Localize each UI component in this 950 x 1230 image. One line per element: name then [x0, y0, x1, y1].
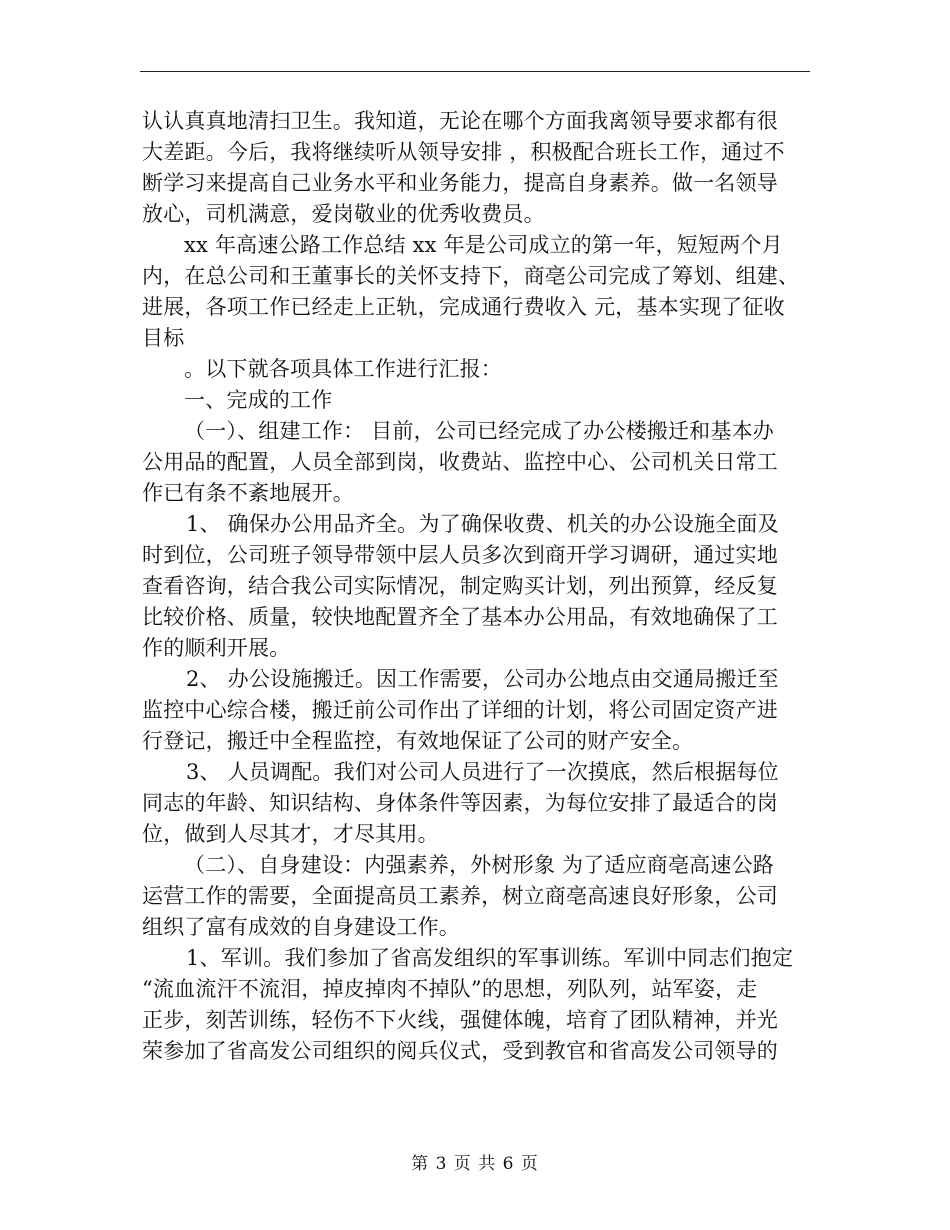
text-line: 认认真真地清扫卫生。我知道，无论在哪个方面我离领导要求都有很 — [142, 109, 778, 133]
text-line: xx 年高速公路工作总结 xx 年是公司成立的第一年，短短两个月 — [184, 233, 783, 257]
text-line: 3、 人员调配。我们对公司人员进行了一次摸底，然后根据每位 — [186, 760, 779, 784]
text-line: 正步，刻苦训练，轻伤不下火线，强健体魄，培育了团队精神，并光 — [142, 1008, 778, 1032]
text-line: 1、 确保办公用品齐全。为了确保收费、机关的办公设施全面及 — [186, 512, 779, 536]
text-line: 内，在总公司和王董事长的关怀支持下，商亳公司完成了筹划、组建、 — [142, 264, 800, 288]
text-line: 时到位，公司班子领导带领中层人员多次到商开学习调研，通过实地 — [142, 543, 778, 567]
text-line: 目标 — [142, 326, 185, 350]
section-heading: 一、完成的工作 — [184, 388, 333, 412]
text-line: 2、 办公设施搬迁。因工作需要，公司办公地点由交通局搬迁至 — [186, 667, 779, 691]
text-line: 同志的年龄、知识结构、身体条件等因素，为每位安排了最适合的岗 — [142, 791, 778, 815]
subsection-heading: （一）、组建工作： 目前，公司已经完成了办公楼搬迁和基本办 — [184, 419, 774, 443]
text-line: 大差距。今后，我将继续听从领导安排 ，积极配合班长工作，通过不 — [142, 140, 785, 164]
text-line: 公用品的配置，人员全部到岗，收费站、监控中心、公司机关日常工 — [142, 450, 778, 474]
page-number: 第 3 页 共 6 页 — [411, 1154, 539, 1174]
text-line: 荣参加了省高发公司组织的阅兵仪式，受到教官和省高发公司领导的 — [142, 1039, 778, 1063]
text-line: 进展，各项工作已经走上正轨，完成通行费收入 元，基本实现了征收 — [142, 295, 785, 319]
text-line: 断学习来提高自己业务水平和业务能力，提高自身素养。做一名领导 — [142, 171, 778, 195]
text-line: 运营工作的需要，全面提高员工素养，树立商亳高速良好形象，公司 — [142, 884, 778, 908]
text-line: 监控中心综合楼，搬迁前公司作出了详细的计划，将公司固定资产进 — [142, 698, 778, 722]
text-line: 比较价格、质量，较快地配置齐全了基本办公用品，有效地确保了工 — [142, 605, 778, 629]
body-text — [142, 106, 810, 1067]
text-line: 作已有条不紊地展开。 — [142, 481, 354, 505]
text-line: 1、军训。我们参加了省高发组织的军事训练。军训中同志们抱定 — [186, 946, 794, 970]
text-line: 行登记，搬迁中全程监控，有效地保证了公司的财产安全。 — [142, 729, 694, 753]
text-line: 查看咨询，结合我公司实际情况，制定购买计划，列出预算，经反复 — [142, 574, 778, 598]
text-line: 。以下就各项具体工作进行汇报： — [184, 357, 502, 381]
text-line: 作的顺利开展。 — [142, 636, 291, 660]
subsection-heading: （二）、自身建设：内强素养，外树形象 为了适应商亳高速公路 — [184, 853, 774, 877]
text-line: 放心，司机满意，爱岗敬业的优秀收费员。 — [142, 202, 545, 226]
text-line: “流血流汗不流泪，掉皮掉肉不掉队”的思想，列队列，站军姿，走 — [142, 977, 758, 1001]
text-line: 位，做到人尽其才，才尽其用。 — [142, 822, 439, 846]
header-rule — [140, 71, 810, 72]
text-line: 组织了富有成效的自身建设工作。 — [142, 915, 460, 939]
